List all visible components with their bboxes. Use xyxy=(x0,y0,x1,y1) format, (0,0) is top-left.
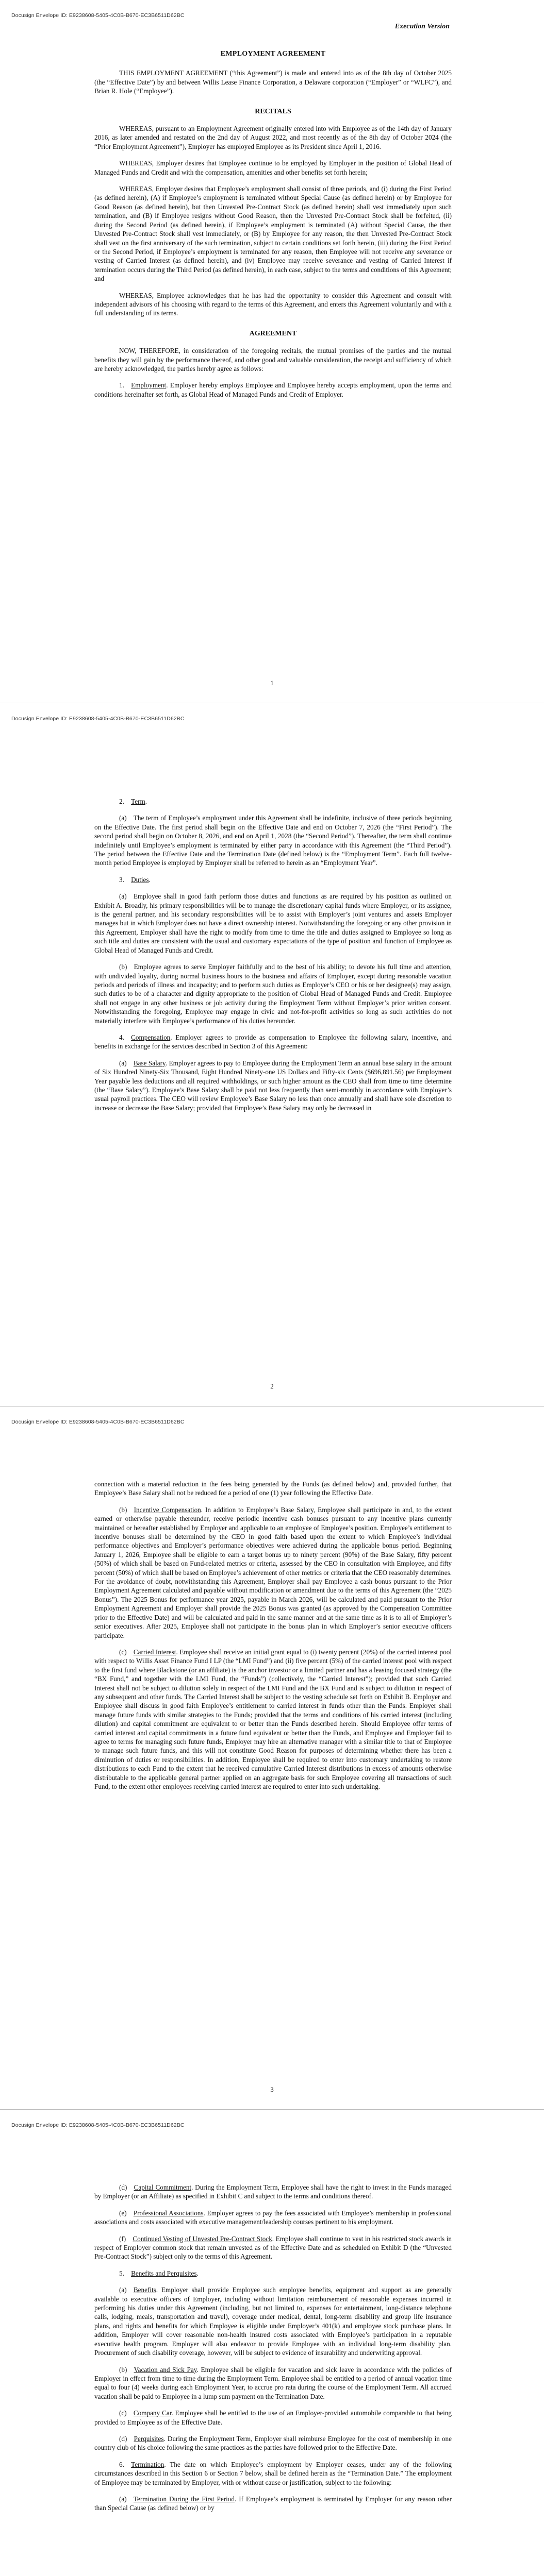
page-1-body xyxy=(94,38,452,406)
section-2a: (a) The term of Employee’s employment under this Agreement shall be indefinite, inclusive of three periods beginning on the Effective Date. The first period shall begin on the Effective Date and end on October 7, 2026 (the “First Period”). The second period shall begin on October 8, 2026, and end on April 1, 2028 (the “Second Period”). Thereafter, the term shall continue indefinitely until Employee’s employment is terminated by either party in accordance with this Agreement (the “Third Period”). The period between the Effective Date and the Termination Date (defined below) is the “Employment Term”. Each full twelve-month period Employee is employed by Employer shall be referred to herein as an “Employment Year”. xyxy=(94,814,452,867)
recital-paragraph: WHEREAS, Employee acknowledges that he has had the opportunity to consider this Agreement and consult with independent advisors of his choosing with regard to the terms of this Agreement, and enters this Agreement voluntarily and with a full understanding of its terms. xyxy=(94,291,452,317)
execution-version-label: Execution Version xyxy=(394,23,450,30)
subsection-label: (b) xyxy=(119,1505,127,1514)
section-1 xyxy=(94,381,452,399)
subsection-title: Base Salary xyxy=(133,1059,166,1067)
recitals-heading: RECITALS xyxy=(255,107,291,115)
subsection-label: (d) xyxy=(119,2434,127,2443)
section-6 xyxy=(94,2460,452,2487)
page-4-body xyxy=(94,2159,452,2520)
page-2-body xyxy=(94,753,452,1120)
section-title: Benefits and Perquisites xyxy=(131,2269,197,2277)
subsection-title: Vacation and Sick Pay xyxy=(134,2365,197,2374)
recital-paragraph: WHEREAS, Employer desires that Employee continue to be employed by Employer in the position of Global Head of Managed Funds and Credit and with the compensation, amenities and other benefits set forth herein; xyxy=(94,159,452,176)
subsection-text: . Employee shall receive an initial grant equal to (i) twenty percent (20%) of the carried interest pool with respect to Willis Asset Finance Fund I LP (the “LMI Fund”) and (ii) five percent (5%) of the carried interest pool with respect to the first fund where Blackstone (or an affiliate) is the anchor investor or a limited partner and has a leasing focused strategy (the “BX Fund,” and together with the LMI Fund, the “Funds”) (collectively, the “Carried Interest”); provided that such Carried Interest shall not be subject to dilution solely in respect of the LMI Fund and the BX Fund and is subject to dilution in respect of any subsequent and other funds. The Carried Interest shall be subject to the vesting schedule set forth on Exhibit B. Employer and Employee shall discuss in good faith Employee’s entitlement to carried interest in funds other than the Funds. Employer shall manage future funds with similar strategies to the Funds; provided that the terms and conditions of his carried interest (including dilution) and capital commitment are equivalent to or better than the Funds described herein. Should Employee offer terms of carried interest and capital commitments in a future fund equivalent or better than the Funds, and Employee and Employer fail to agree to terms for managing such future funds, Employer may hire an alternative manager with a similar title to that of Employee to manage such future funds, and this will not constitute Good Reason for purposes of determining whether there has been a diminution of duties or responsibilities. In addition, Employee shall be required to enter into customary undertaking to restore distributions to each Fund to the extent that he received cumulative Carried Interest distributions in excess of amounts otherwise distributable to the applicable general partner applied on an aggregate basis for such Employee covering all transactions of such Fund, to the extent other employees receiving carried interest are required to enter into such undertaking. xyxy=(94,1648,452,1790)
section-4b xyxy=(94,1505,452,1640)
subsection-text: . Employer agrees to pay to Employee during the Employment Term an annual base salary in the amount of Six Hundred Ninety-Six Thousand, Eight Hundred Ninety-one US Dollars and Fifty-six Cents ($696,891.56) per Employment Year payable less deductions and all required withholdings, or such higher amount as the CEO shall from time to time determine (the “Base Salary”). Employee’s Base Salary shall be paid not less frequently than semi-monthly in accordance with Employer’s usual payroll practices. The CEO will review Employee’s Base Salary no less than once annually and shall have sole discretion to increase or decrease the Base Salary; provided that Employee’s Base Salary may only be decreased in xyxy=(94,1059,452,1112)
envelope-id: Docusign Envelope ID: E9238608-5405-4C0B-B670-EC3B6511D62BC xyxy=(11,12,185,19)
page-number: 3 xyxy=(270,2086,274,2093)
subsection-title: Continued Vesting of Unvested Pre-Contract Stock xyxy=(133,2234,272,2243)
section-number: 6. xyxy=(119,2460,124,2468)
page-2 xyxy=(0,703,544,1406)
subsection-title: Carried Interest xyxy=(133,1648,176,1656)
section-3a: (a) Employee shall in good faith perform those duties and functions as are required by his position as outlined on Exhibit A. Broadly, his primary responsibilities will be to manage the discretionary capital funds where Employer, or its assignee, is the general partner, and his secondary responsibilities will be to assist with Employer’s joint ventures and assets Employer manages but in which Employer does not have a direct ownership interest. Notwithstanding the foregoing or any other provision in this Agreement, Employer shall have the right to modify from time to time the title and duties assigned to Employee so long as such title and duties are consistent with the usual and customary expectations of the type of position and function of Employee as Global Head of Managed Funds and Credit. xyxy=(94,892,452,954)
subsection-title: Benefits xyxy=(133,2286,156,2294)
subsection-label: (d) xyxy=(119,2183,127,2191)
section-5: 5. Benefits and Perquisites. xyxy=(119,2269,199,2277)
section-5d xyxy=(94,2434,452,2452)
section-number: 4. xyxy=(119,1033,124,1041)
subsection-text: . Employee shall be eligible for vacation and sick leave in accordance with the policies of Employer in effect from time to time during the Employment Term. Employee shall be entitled to a period of annual vacation time equal to four (4) weeks during each Employment Year, to accrue pro rata during the course of the Employment Term. All accrued vacation shall be paid to Employee in a lump sum payment on the Termination Date. xyxy=(94,2365,452,2400)
subsection-text: . Employer agrees to pay the fees associated with Employee’s membership in professional associations and costs associated with executive management/leadership courses pertinent to his employment. xyxy=(94,2209,452,2226)
page-spacer xyxy=(94,2159,452,2183)
section-number: 5. xyxy=(119,2269,124,2277)
section-4f xyxy=(94,2234,452,2261)
section-title: Employment xyxy=(131,381,167,389)
subsection-text: . During the Employment Term, Employee shall have the right to invest in the Funds managed by Employer (or an Affiliate) as specified in Exhibit C and subject to the terms and conditions thereof. xyxy=(94,2183,452,2200)
section-title: Term xyxy=(131,798,145,805)
section-5c xyxy=(94,2409,452,2427)
subsection-title: Termination During the First Period xyxy=(133,2495,235,2503)
section-6a xyxy=(94,2495,452,2513)
section-4d xyxy=(94,2183,452,2201)
section-text: . The date on which Employee’s employment by Employer ceases, under any of the following circumstances described in this Section 6 or Section 7 below, shall be defined herein as the “Termination Date.” The employment of Employee may be terminated by Employer, with or without cause or justification, subject to the following: xyxy=(94,2460,452,2486)
section-text: . Employer agrees to provide as compensation to Employee the following salary, incentive, and benefits in exchange for the services described in Section 3 of this Agreement: xyxy=(94,1033,452,1050)
subsection-title: Capital Commitment xyxy=(134,2183,192,2191)
document-title: EMPLOYMENT AGREEMENT xyxy=(220,50,326,58)
section-4 xyxy=(94,1033,452,1051)
section-2: 2. Term. xyxy=(119,798,147,805)
section-5a xyxy=(94,2285,452,2357)
section-3b: (b) Employee agrees to serve Employer faithfully and to the best of his ability; to devote his full time and attention, with undivided loyalty, during normal business hours to the business and affairs of Employer, except during reasonable vacation periods and periods of illness and incapacity; and to perform such duties as Employer’s CEO or his or her designee(s) may assign, such duties to be of a character and dignity appropriate to the position of Global Head of Managed Funds and Credit. Employee shall not engage in any other business or job activity during the Employment Term without Employer’s prior written consent. Notwithstanding the foregoing, Employee may engage in civic and not-for-profit activities so long as such activities do not materially interfere with Employee’s performance of his duties hereunder. xyxy=(94,963,452,1025)
subsection-title: Perquisites xyxy=(134,2434,164,2443)
subsection-label: (a) xyxy=(119,1059,127,1067)
page-3 xyxy=(0,1406,544,2110)
subsection-text: . Employee shall continue to vest in his restricted stock awards in respect of Employer common stock that remain unvested as of the Effective Date and as scheduled on Exhibit D (the “Unvested Pre-Contract Stock”) subject only to the terms of this Agreement. xyxy=(94,2234,452,2261)
subsection-label: (e) xyxy=(119,2209,127,2217)
subsection-label: (a) xyxy=(119,2495,127,2503)
envelope-id: Docusign Envelope ID: E9238608-5405-4C0B-B670-EC3B6511D62BC xyxy=(11,1419,185,1425)
subsection-title: Professional Associations xyxy=(133,2209,204,2217)
page-1 xyxy=(0,0,544,703)
agreement-intro: NOW, THEREFORE, in consideration of the foregoing recitals, the mutual promises of the parties and the mutual benefits they will gain by the performance thereof, and other good and valuable consideration, the receipt and sufficiency of which are hereby acknowledged, the parties hereby agree as follows: xyxy=(94,347,452,372)
recital-paragraph: WHEREAS, pursuant to an Employment Agreement originally entered into with Employee as of the 14th day of January 2016, as later amended and restated on the 2nd day of August 2022, and most recently as of the 8th day of October 2024 (the “Prior Employment Agreement”), Employer has employed Employee as its President since April 1, 2016. xyxy=(94,125,452,150)
section-title: Duties xyxy=(131,875,149,884)
section-number: 3. xyxy=(119,875,124,884)
subsection-text: . In addition to Employee’s Base Salary, Employee shall participate in and, to the extent earned or otherwise payable thereunder, receive periodic incentive cash bonuses pursuant to any incentive plans currently maintained or hereafter established by Employer and applicable to an employee of Employee’s position. Employee’s entitlement to incentive bonuses shall be determined by the CEO in good faith based upon the extent to which Employee’s individual performance objectives and Employer’s performance objectives were achieved during the applicable bonus period. Beginning January 1, 2026, Employee shall be eligible to earn a target bonus up to ninety percent (90%) of the Base Salary, fifty percent (50%) of which shall be based on Fund-related metrics or criteria, assessed by the CEO in consultation with Employee, and fifty percent (50%) of which shall be based on Employee’s achievement of other metrics or criteria that the CEO reasonably determines. For the avoidance of doubt, notwithstanding this Agreement, Employer shall pay Employee a cash bonus pursuant to the Prior Employment Agreement calculated and payable without modification or amendment due to the terms of this Agreement (the “2025 Bonus”). The 2025 Bonus for performance year 2025, payable in March 2026, will be calculated and paid pursuant to the Prior Employment Agreement and Employer shall provide the 2025 Bonus was granted (as approved by the Compensation Committee prior to the Effective Date) and will be calculated and paid in the same manner and at the same time as it is to all of Employer’s senior executives. After 2025, Employee shall not participate in the bonus plan in which Employer’s senior executive officers participate. xyxy=(94,1505,452,1639)
recital-paragraph: WHEREAS, Employer desires that Employee’s employment shall consist of three periods, and (i) during the First Period (as defined herein), (A) if Employee’s employment is terminated without Special Cause (as defined herein) or by Employee for Good Reason (as defined herein), but then Unvested Pre-Contract Stock (as defined herein) shall vest immediately upon such termination, and (B) if Employee resigns without Good Reason, then the Unvested Pre-Contract Stock shall be forfeited, (ii) during the Second Period (as defined herein), if Employee’s employment is terminated (A) without Special Cause, the then Unvested Pre-Contract Stock shall vest immediately, or (B) by Employee for any reason, the then Unvested Pre-Contract Stock shall vest on the first anniversary of the such termination, subject to certain conditions set forth herein, (iii) during the First Period or the Second Period, if Employee’s employment is terminated for any reason, then Employee will not receive any severance or vesting of Carried Interest (as defined herein), and (iv) Employee may receive severance and vesting of Carried Interest if termination occurs during the Third Period (as defined herein), in each case, subject to the terms and conditions of this Agreement; and xyxy=(94,185,452,283)
envelope-id: Docusign Envelope ID: E9238608-5405-4C0B-B670-EC3B6511D62BC xyxy=(11,716,185,722)
section-number: 1. xyxy=(119,381,124,389)
page-spacer xyxy=(94,1456,452,1480)
section-4a xyxy=(94,1059,452,1112)
subsection-title: Company Car xyxy=(133,2409,172,2417)
envelope-id: Docusign Envelope ID: E9238608-5405-4C0B-B670-EC3B6511D62BC xyxy=(11,2122,185,2128)
subsection-label: (f) xyxy=(119,2234,126,2243)
page-number: 1 xyxy=(270,679,274,687)
page-spacer xyxy=(94,753,452,797)
subsection-title: Incentive Compensation xyxy=(134,1505,201,1514)
subsection-label: (b) xyxy=(119,2365,127,2374)
subsection-text: . Employer shall provide Employee such employee benefits, equipment and support as are generally available to executive officers of Employer, including without limitation reimbursement of reasonable expenses incurred in performing his duties under this Agreement (including, but not limited to, expenses for entertainment, long-distance telephone calls, lodging, meals, transportation and travel), coverage under medical, dental, long-term disability and group life insurance plans, and rights and benefits for which Employee is eligible under Employer’s 401(k) and employee stock purchase plans. In addition, Employer will cover reasonable non-health insured costs associated with Employee’s participation in a reputable executive health program. Employer will also endeavor to provide Employee with an individual long-term disability plan. Procurement of such disability coverage, however, will be subject to evidence of insurability and underwriting approval. xyxy=(94,2286,452,2357)
section-3: 3. Duties. xyxy=(119,875,151,884)
section-number: 2. xyxy=(119,798,124,805)
subsection-text: . During the Employment Term, Employer shall reimburse Employee for the cost of membership in one country club of his choice following the same practices as the parties have followed prior to the Effective Date. xyxy=(94,2434,452,2452)
subsection-label: (c) xyxy=(119,1648,127,1656)
agreement-heading: AGREEMENT xyxy=(249,329,297,337)
continued-text: connection with a material reduction in the fees being generated by the Funds (as defined below) and, provided further, that Employee’s Base Salary shall not be reduced for a period of one (1) year following the Effective Date. xyxy=(94,1480,452,1497)
subsection-text: . Employee shall be entitled to the use of an Employer-provided automobile comparable to that being provided to Employee as of the Effective Date. xyxy=(94,2409,452,2426)
page-number: 2 xyxy=(270,1382,274,1390)
section-title: Compensation xyxy=(131,1033,171,1041)
section-4c xyxy=(94,1648,452,1791)
section-title: Termination xyxy=(131,2460,164,2468)
section-4e xyxy=(94,2209,452,2227)
subsection-label: (a) xyxy=(119,2286,127,2294)
page-4 xyxy=(0,2110,544,2576)
page-3-body xyxy=(94,1456,452,1799)
intro-paragraph: THIS EMPLOYMENT AGREEMENT (“this Agreement”) is made and entered into as of the 8th day of October 2025 (the “Effective Date”) by and between Willis Lease Finance Corporation, a Delaware corporation (“Employer” or “WLFC”), and Brian R. Hole (“Employee”). xyxy=(94,69,452,95)
section-5b xyxy=(94,2365,452,2401)
section-text: . Employer hereby employs Employee and Employee hereby accepts employment, upon the terms and conditions hereinafter set forth, as Global Head of Managed Funds and Credit of Employer. xyxy=(94,381,452,398)
subsection-text: . If Employee’s employment is terminated by Employer for any reason other than Special Cause (as defined below) or by xyxy=(94,2495,452,2512)
subsection-label: (c) xyxy=(119,2409,127,2417)
